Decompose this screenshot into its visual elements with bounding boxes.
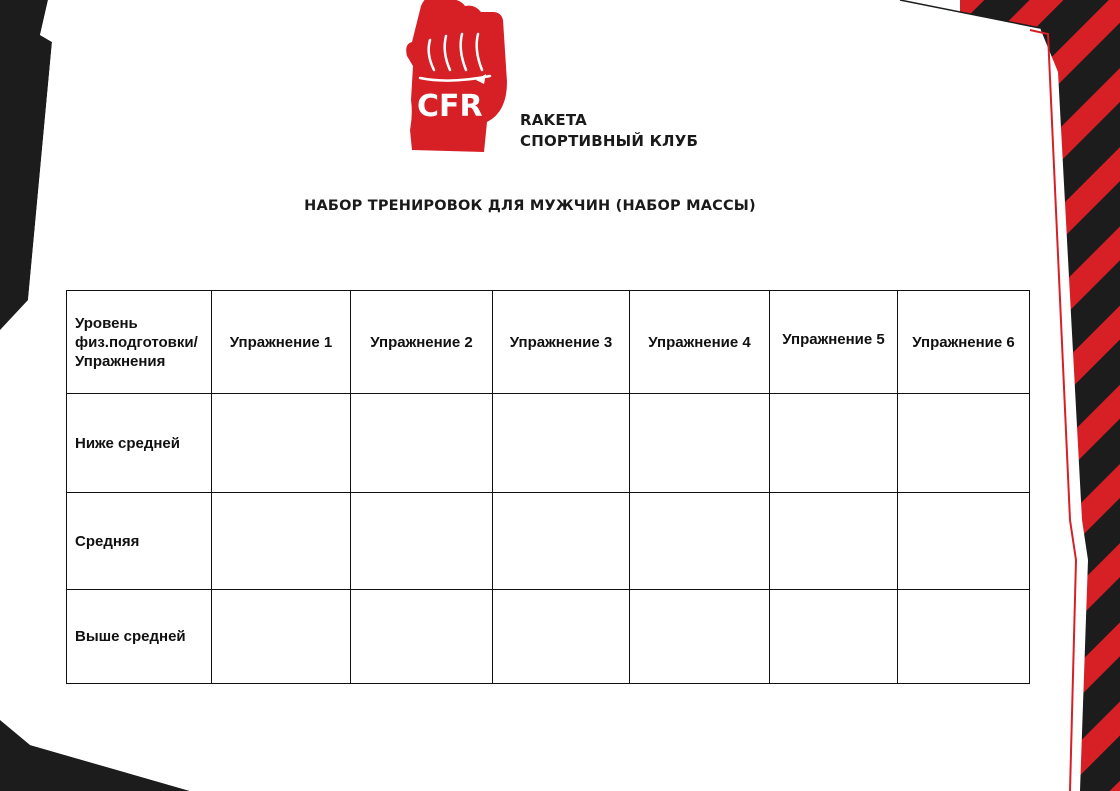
column-header: Упражнение 5	[770, 291, 898, 394]
table-cell[interactable]	[351, 590, 493, 684]
level-label: Средняя	[67, 493, 212, 590]
table-cell[interactable]	[212, 394, 351, 493]
table-cell[interactable]	[630, 493, 770, 590]
level-label: Выше средней	[67, 590, 212, 684]
brand-subtitle: СПОРТИВНЫЙ КЛУБ	[520, 132, 699, 150]
table-cell[interactable]	[770, 394, 898, 493]
corner-header: Уровень физ.подготовки/ Упражнения	[67, 291, 212, 394]
table-cell[interactable]	[630, 394, 770, 493]
table-cell[interactable]	[212, 493, 351, 590]
table-cell[interactable]	[770, 493, 898, 590]
table-cell[interactable]	[898, 590, 1030, 684]
table-cell[interactable]	[351, 493, 493, 590]
table-row	[67, 394, 1030, 493]
brand-name: RAKETA	[520, 111, 587, 129]
logo-letters: CFR	[417, 89, 483, 124]
column-header: Упражнение 3	[493, 291, 630, 394]
table-cell[interactable]	[212, 590, 351, 684]
column-header: Упражнение 4	[630, 291, 770, 394]
table-row	[67, 590, 1030, 684]
table-cell[interactable]	[493, 590, 630, 684]
table-cell[interactable]	[630, 590, 770, 684]
table-header-row	[67, 291, 1030, 394]
table-cell[interactable]	[493, 493, 630, 590]
table-cell[interactable]	[898, 493, 1030, 590]
training-plan-table	[66, 290, 1030, 684]
level-label: Ниже средней	[67, 394, 212, 493]
table-row	[67, 493, 1030, 590]
table-cell[interactable]	[898, 394, 1030, 493]
column-header: Упражнение 6	[898, 291, 1030, 394]
brand-block	[520, 110, 698, 152]
table-cell[interactable]	[351, 394, 493, 493]
column-header: Упражнение 2	[351, 291, 493, 394]
document-title: НАБОР ТРЕНИРОВОК ДЛЯ МУЖЧИН (НАБОР МАССЫ)	[304, 198, 756, 214]
column-header: Упражнение 1	[212, 291, 351, 394]
table-cell[interactable]	[770, 590, 898, 684]
table-cell[interactable]	[493, 394, 630, 493]
